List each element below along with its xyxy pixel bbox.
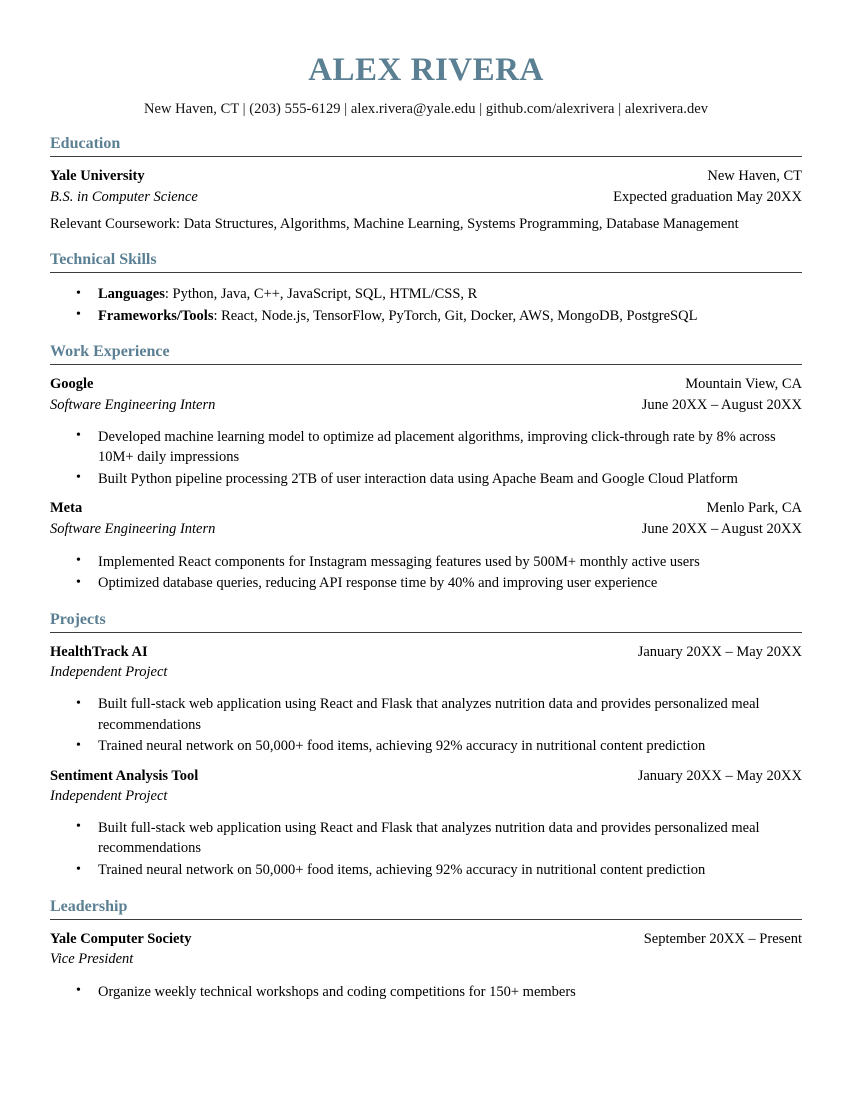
leadership-entry: [50, 929, 802, 1003]
list-item: • Trained neural network on 50,000+ food items, achieving 92% accuracy in nutritional content prediction: [50, 736, 798, 757]
section-education: [50, 134, 802, 234]
section-projects: [50, 610, 802, 881]
employer-name: Google: [50, 376, 94, 393]
section-divider: [50, 156, 802, 157]
list-item: • Built full-stack web application using React and Flask that analyzes nutrition data and provides personalized meal recommendations: [50, 694, 798, 735]
list-item: • Organize weekly technical workshops and coding competitions for 150+ members: [50, 982, 798, 1003]
list-item: • Optimized database queries, reducing API response time by 40% and improving user experience: [50, 573, 802, 594]
section-title-technical-skills: Technical Skills: [50, 250, 157, 268]
section-title-education: Education: [50, 135, 121, 153]
work-entry: [50, 374, 802, 489]
organization-name: Yale Computer Society: [50, 930, 192, 947]
education-degree: B.S. in Computer Science: [50, 189, 198, 206]
list-item: • Trained neural network on 50,000+ food items, achieving 92% accuracy in nutritional content prediction: [50, 860, 798, 881]
entry-subheader-row: [50, 786, 802, 807]
entry-header-row: [50, 766, 802, 787]
skill-category-label: Languages: [98, 286, 165, 303]
entry-subheader-row: [50, 949, 802, 970]
project-bullets: [50, 818, 802, 881]
skill-values: : React, Node.js, TensorFlow, PyTorch, Git, Docker, AWS, MongoDB, PostgreSQL: [213, 307, 698, 324]
job-title: Software Engineering Intern: [50, 397, 216, 414]
job-dates: June 20XX – August 20XX: [641, 397, 802, 414]
education-coursework: Relevant Coursework: Data Structures, Algorithms, Machine Learning, Systems Programming, Database Management: [50, 215, 739, 232]
candidate-name: ALEX RIVERA: [308, 52, 544, 88]
employer-location: Menlo Park, CA: [706, 500, 802, 517]
skills-list: [50, 284, 802, 326]
project-type: Independent Project: [50, 664, 168, 681]
section-divider: [50, 919, 802, 920]
project-bullets: [50, 694, 802, 757]
project-entry: [50, 642, 802, 757]
organization-dates: September 20XX – Present: [643, 930, 802, 947]
section-work-experience: [50, 342, 802, 593]
section-title-leadership: Leadership: [50, 897, 128, 915]
education-location: New Haven, CT: [707, 168, 802, 185]
section-title-projects: Projects: [50, 610, 106, 628]
job-dates: June 20XX – August 20XX: [641, 520, 802, 537]
work-bullets: [50, 427, 802, 490]
entry-header-row: [50, 166, 802, 187]
project-dates: January 20XX – May 20XX: [637, 643, 802, 660]
project-name: Sentiment Analysis Tool: [50, 767, 199, 784]
entry-subheader-row: [50, 395, 802, 416]
entry-header-row: [50, 642, 802, 663]
list-item: • Built Python pipeline processing 2TB of user interaction data using Apache Beam and Google Cloud Platform: [50, 469, 802, 490]
section-divider: [50, 364, 802, 365]
employer-name: Meta: [50, 500, 83, 517]
entry-subheader-row: [50, 519, 802, 540]
section-divider: [50, 632, 802, 633]
list-item: • Built full-stack web application using React and Flask that analyzes nutrition data and provides personalized meal recommendations: [50, 818, 798, 859]
section-technical-skills: [50, 250, 802, 326]
list-item: • Implemented React components for Instagram messaging features used by 500M+ monthly active users: [50, 552, 802, 573]
project-name: HealthTrack AI: [50, 643, 148, 660]
section-title-work-experience: Work Experience: [50, 343, 170, 361]
entry-header-row: [50, 374, 802, 395]
education-dates: Expected graduation May 20XX: [613, 189, 802, 206]
list-item: [50, 284, 802, 305]
job-title: Software Engineering Intern: [50, 520, 216, 537]
entry-header-row: [50, 929, 802, 950]
leadership-bullets: [50, 982, 802, 1003]
section-leadership: [50, 897, 802, 1003]
entry-subheader-row: [50, 187, 802, 208]
list-item: • Developed machine learning model to optimize ad placement algorithms, improving click-through rate by 8% across 10M+ daily impressions: [50, 427, 802, 468]
section-divider: [50, 272, 802, 273]
project-type: Independent Project: [50, 788, 168, 805]
organization-role: Vice President: [50, 951, 134, 968]
skill-values: : Python, Java, C++, JavaScript, SQL, HTML/CSS, R: [164, 286, 478, 303]
education-entry: [50, 166, 802, 233]
employer-location: Mountain View, CA: [685, 376, 802, 393]
project-entry: [50, 766, 802, 881]
entry-subheader-row: [50, 662, 802, 683]
list-item: [50, 306, 802, 327]
education-institution: Yale University: [50, 168, 145, 185]
contact-line: New Haven, CT | (203) 555-6129 | alex.rivera@yale.edu | github.com/alexrivera | alexrivera.dev: [143, 101, 709, 118]
work-entry: [50, 498, 802, 593]
project-dates: January 20XX – May 20XX: [637, 767, 802, 784]
skill-category-label: Frameworks/Tools: [98, 307, 214, 324]
entry-header-row: [50, 498, 802, 519]
work-bullets: [50, 552, 802, 594]
